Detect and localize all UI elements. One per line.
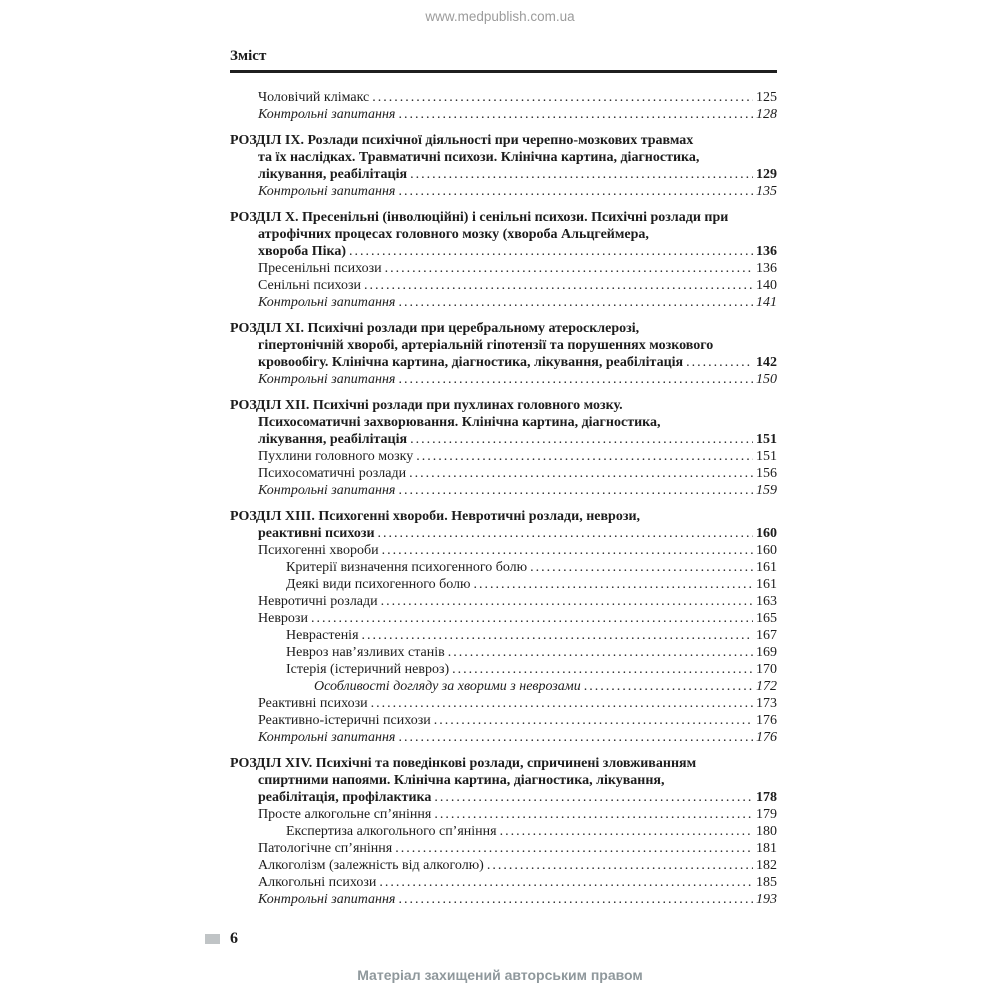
toc-page-number: 160 [756, 526, 777, 541]
toc-entry-title: Алкогольні психози [258, 875, 377, 890]
toc-entry [230, 644, 777, 661]
toc-page-number: 136 [756, 261, 777, 276]
toc-entry [230, 448, 777, 465]
toc-entry-line [230, 772, 777, 789]
dot-leader [398, 294, 753, 311]
toc-entry-title: та їх наслідках. Травматичні психози. Клінічна картина, діагностика, [258, 150, 700, 165]
toc-entry [230, 277, 777, 294]
toc-entry-line [230, 226, 777, 243]
toc-entry-title: лікування, реабілітація [258, 167, 408, 182]
toc-chapter-entry [230, 320, 777, 371]
toc-entry-line [230, 243, 777, 260]
toc-entry-line [230, 260, 777, 277]
toc-page-number: 167 [756, 628, 777, 643]
toc-entry-title: Алкоголізм (залежність від алкоголю) [258, 858, 484, 873]
toc-entry-line [230, 891, 777, 908]
dot-leader [311, 610, 753, 627]
dot-leader [452, 661, 753, 678]
toc-page-number: 161 [756, 560, 777, 575]
toc-entry-line [230, 183, 777, 200]
toc-page-number: 165 [756, 611, 777, 626]
toc-entry-title: Психогенні хвороби [258, 543, 379, 558]
toc-list [230, 89, 777, 908]
toc-page-number: 173 [756, 696, 777, 711]
dot-leader [398, 183, 753, 200]
toc-page-number: 140 [756, 278, 777, 293]
toc-entry [230, 260, 777, 277]
dot-leader [686, 354, 753, 371]
watermark-url: www.medpublish.com.ua [425, 9, 575, 24]
toc-entry-title: Чоловічий клімакс [258, 90, 370, 105]
toc-entry [230, 106, 777, 123]
toc-page-number: 135 [756, 184, 777, 199]
toc-entry-title: гіпертонічній хворобі, артеріальній гіпотензії та порушеннях мозкового [258, 338, 714, 353]
toc-entry-line [230, 661, 777, 678]
toc-entry [230, 823, 777, 840]
toc-entry-line [230, 482, 777, 499]
toc-entry-title: Реактивні психози [258, 696, 368, 711]
toc-entry [230, 661, 777, 678]
toc-page-number: 150 [756, 372, 777, 387]
header-rule [230, 70, 777, 73]
toc-entry-line [230, 132, 777, 149]
dot-leader [410, 166, 753, 183]
toc-page-number: 193 [756, 892, 777, 907]
toc-entry-line [230, 576, 777, 593]
dot-leader [410, 431, 753, 448]
dot-leader [487, 857, 753, 874]
toc-entry-line [230, 593, 777, 610]
toc-entry [230, 183, 777, 200]
toc-entry-title: Неврози [258, 611, 308, 626]
toc-entry-title: Пресенільні психози [258, 261, 382, 276]
toc-entry-line [230, 371, 777, 388]
toc-entry-line [230, 712, 777, 729]
toc-entry-title: Контрольні запитання [258, 892, 396, 907]
toc-entry-line [230, 857, 777, 874]
toc-page-number: 161 [756, 577, 777, 592]
toc-entry-line [230, 559, 777, 576]
toc-entry-line [230, 789, 777, 806]
toc-entry-line [230, 465, 777, 482]
dot-leader [416, 448, 753, 465]
toc-entry-title: РОЗДІЛ IX. Розлади психічної діяльності при черепно-мозкових травмах [230, 133, 694, 148]
toc-page-number: 151 [756, 432, 777, 447]
footer-page-block [205, 930, 238, 948]
dot-leader [395, 840, 753, 857]
toc-chapter-entry [230, 209, 777, 260]
toc-entry-title: Патологічне сп’яніння [258, 841, 393, 856]
dot-leader [362, 627, 753, 644]
toc-entry-title: Психосоматичні розлади [258, 466, 407, 481]
toc-entry-title: Реактивно-істеричні психози [258, 713, 431, 728]
toc-chapter-entry [230, 755, 777, 806]
toc-entry-line [230, 320, 777, 337]
toc-entry-line [230, 840, 777, 857]
toc-entry-title: Істерія (істеричний невроз) [286, 662, 450, 677]
dot-leader [371, 695, 753, 712]
page-title: Зміст [230, 48, 267, 64]
toc-page-number: 181 [756, 841, 777, 856]
toc-entry-line [230, 525, 777, 542]
toc-entry [230, 542, 777, 559]
toc-entry-title: Контрольні запитання [258, 184, 396, 199]
toc-entry-title: Невроз нав’язливих станів [286, 645, 445, 660]
toc-entry-title: РОЗДІЛ XIII. Психогенні хвороби. Невротичні розлади, неврози, [230, 509, 641, 524]
toc-entry-line [230, 806, 777, 823]
toc-entry-line [230, 627, 777, 644]
toc-entry-title: Експертиза алкогольного сп’яніння [286, 824, 497, 839]
toc-page-number: 176 [756, 713, 777, 728]
toc-entry [230, 627, 777, 644]
toc-page-number: 128 [756, 107, 777, 122]
dot-leader [398, 106, 753, 123]
toc-entry-title: атрофічних процесах головного мозку (хвороба Альцгеймера, [258, 227, 649, 242]
toc-entry [230, 678, 777, 695]
toc-entry [230, 294, 777, 311]
toc-entry-line [230, 695, 777, 712]
toc-entry [230, 371, 777, 388]
dot-leader [530, 559, 753, 576]
toc-entry-title: лікування, реабілітація [258, 432, 408, 447]
toc-entry-title: Пухлини головного мозку [258, 449, 414, 464]
toc-entry-title: Просте алкогольне сп’яніння [258, 807, 432, 822]
toc-entry-title: реабілітація, профілактика [258, 790, 432, 805]
toc-entry-line [230, 448, 777, 465]
toc-entry [230, 874, 777, 891]
toc-chapter-entry [230, 508, 777, 542]
toc-entry-title: реактивні психози [258, 526, 375, 541]
toc-page-number: 159 [756, 483, 777, 498]
toc-entry-line [230, 823, 777, 840]
toc-entry-title: Контрольні запитання [258, 372, 396, 387]
dot-leader [398, 482, 753, 499]
toc-entry-line [230, 397, 777, 414]
toc-entry-title: Контрольні запитання [258, 107, 396, 122]
toc-page-number: 178 [756, 790, 777, 805]
toc-entry-title: РОЗДІЛ XIV. Психічні та поведінкові розлади, спричинені зловживанням [230, 756, 697, 771]
toc-entry [230, 482, 777, 499]
dot-leader [584, 678, 753, 695]
toc-page-number: 160 [756, 543, 777, 558]
dot-leader [349, 243, 753, 260]
toc-entry-line [230, 644, 777, 661]
toc-entry-title: Сенільні психози [258, 278, 362, 293]
toc-entry-title: Контрольні запитання [258, 295, 396, 310]
dot-leader [409, 465, 753, 482]
toc-content [230, 48, 777, 908]
toc-entry-title: Невротичні розлади [258, 594, 378, 609]
toc-entry [230, 806, 777, 823]
toc-entry-line [230, 209, 777, 226]
toc-entry [230, 729, 777, 746]
toc-page-number: 176 [756, 730, 777, 745]
toc-entry-line [230, 106, 777, 123]
toc-entry-line [230, 508, 777, 525]
toc-page-number: 170 [756, 662, 777, 677]
toc-entry-title: Деякі види психогенного болю [286, 577, 471, 592]
toc-page-number: 141 [756, 295, 777, 310]
toc-page-number: 151 [756, 449, 777, 464]
toc-entry-title: спиртними напоями. Клінічна картина, діагностика, лікування, [258, 773, 665, 788]
dot-leader [434, 789, 753, 806]
dot-leader [398, 371, 753, 388]
dot-leader [372, 89, 753, 106]
dot-leader [382, 542, 753, 559]
toc-page-number: 182 [756, 858, 777, 873]
toc-entry-title: Особливості догляду за хворими з неврозами [314, 679, 581, 694]
dot-leader [473, 576, 753, 593]
dot-leader [434, 712, 753, 729]
toc-page-number: 136 [756, 244, 777, 259]
toc-entry-line [230, 542, 777, 559]
toc-entry-title: хвороба Піка) [258, 244, 347, 259]
toc-entry [230, 891, 777, 908]
toc-entry [230, 576, 777, 593]
dot-leader [448, 644, 753, 661]
toc-entry-line [230, 294, 777, 311]
toc-page-number: 142 [756, 355, 777, 370]
toc-entry-title: РОЗДІЛ XI. Психічні розлади при церебральному атеросклерозі, [230, 321, 640, 336]
toc-entry-line [230, 354, 777, 371]
toc-page-number: 185 [756, 875, 777, 890]
toc-entry [230, 610, 777, 627]
page-marker-square [205, 934, 220, 944]
toc-entry-title: РОЗДІЛ X. Пресенільні (інволюційні) і сенільні психози. Психічні розлади при [230, 210, 729, 225]
toc-entry-title: Критерії визначення психогенного болю [286, 560, 528, 575]
dot-leader [364, 277, 753, 294]
toc-entry-line [230, 874, 777, 891]
toc-page-number: 129 [756, 167, 777, 182]
toc-entry [230, 857, 777, 874]
dot-leader [398, 891, 753, 908]
toc-entry-line [230, 89, 777, 106]
dot-leader [398, 729, 753, 746]
toc-page-number: 156 [756, 466, 777, 481]
toc-entry [230, 465, 777, 482]
dot-leader [381, 593, 753, 610]
dot-leader [385, 260, 753, 277]
toc-entry-line [230, 678, 777, 695]
toc-entry-line [230, 755, 777, 772]
toc-entry-title: Контрольні запитання [258, 483, 396, 498]
toc-entry [230, 712, 777, 729]
toc-page-number: 180 [756, 824, 777, 839]
dot-leader [434, 806, 753, 823]
dot-leader [379, 874, 753, 891]
toc-entry-line [230, 149, 777, 166]
toc-page-number: 163 [756, 594, 777, 609]
toc-page-number: 179 [756, 807, 777, 822]
toc-entry-line [230, 431, 777, 448]
toc-entry [230, 89, 777, 106]
toc-entry-line [230, 277, 777, 294]
toc-page-number: 172 [756, 679, 777, 694]
toc-entry-title: РОЗДІЛ XII. Психічні розлади при пухлинах головного мозку. [230, 398, 623, 413]
toc-page-number: 169 [756, 645, 777, 660]
toc-entry-line [230, 729, 777, 746]
dot-leader [500, 823, 753, 840]
toc-chapter-entry [230, 132, 777, 183]
toc-entry [230, 840, 777, 857]
toc-page-number: 125 [756, 90, 777, 105]
toc-entry-title: кровообігу. Клінічна картина, діагностика, лікування, реабілітація [258, 355, 684, 370]
toc-entry-line [230, 337, 777, 354]
toc-entry-title: Неврастенія [286, 628, 359, 643]
toc-entry-line [230, 166, 777, 183]
toc-entry [230, 593, 777, 610]
copyright-notice: Матеріал захищений авторським правом [357, 967, 643, 983]
toc-chapter-entry [230, 397, 777, 448]
page-number: 6 [230, 930, 238, 947]
dot-leader [378, 525, 753, 542]
toc-entry-line [230, 610, 777, 627]
toc-entry-title: Контрольні запитання [258, 730, 396, 745]
toc-entry [230, 559, 777, 576]
toc-entry [230, 695, 777, 712]
toc-entry-line [230, 414, 777, 431]
toc-entry-title: Психосоматичні захворювання. Клінічна картина, діагностика, [258, 415, 661, 430]
